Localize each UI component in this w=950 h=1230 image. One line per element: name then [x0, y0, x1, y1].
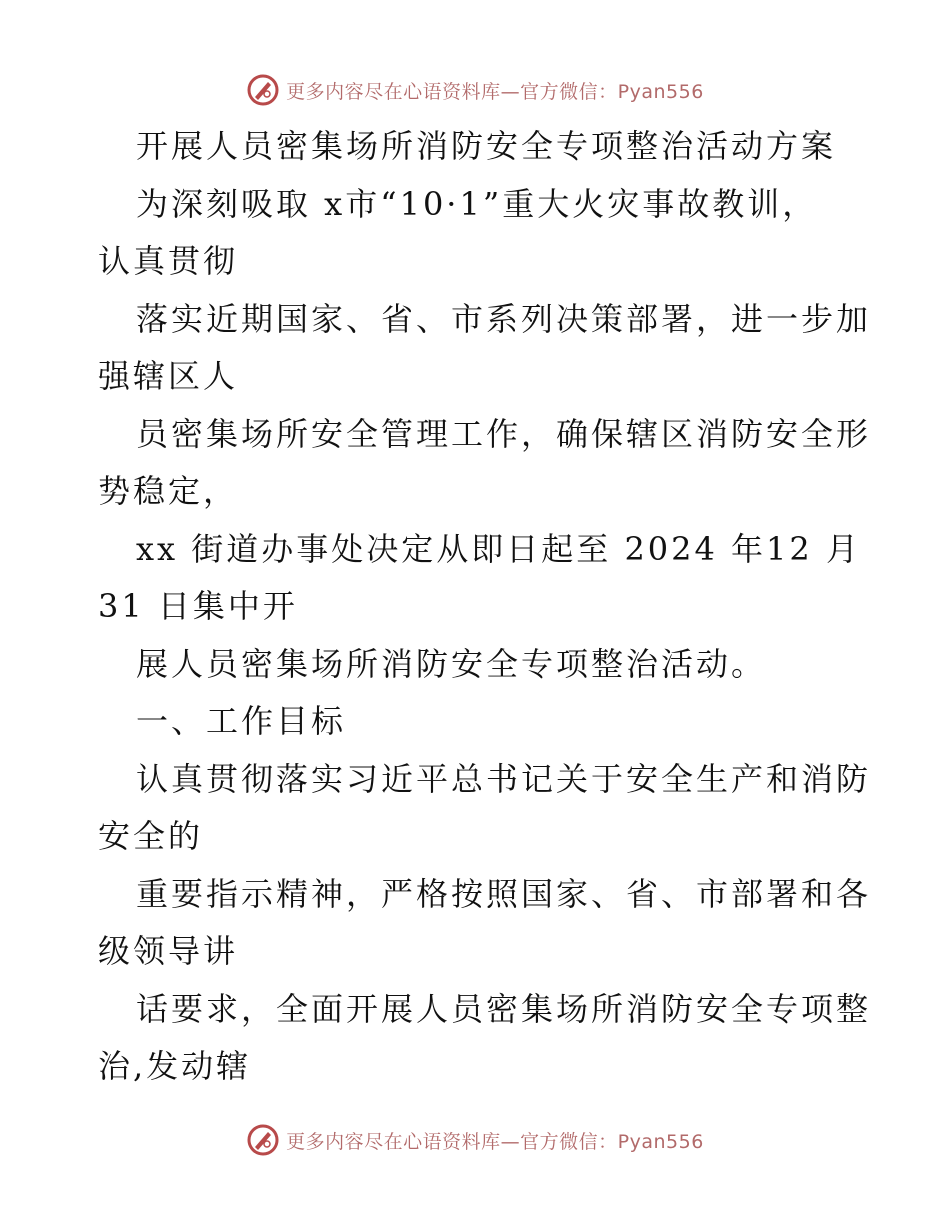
text-line: 落实近期国家、省、市系列决策部署，进一步加: [136, 299, 872, 338]
text-line: 势稳定，: [98, 472, 239, 510]
text-line: 级领导讲: [98, 932, 239, 970]
document-body: [98, 118, 872, 1096]
logo-icon: [246, 1123, 280, 1157]
section-heading: 一、工作目标: [136, 702, 347, 740]
watermark-text: 更多内容尽在心语资料库—官方微信：Pyan556: [286, 1130, 704, 1153]
footer-watermark: [0, 1122, 950, 1158]
doc-title: 开展人员密集场所消防安全专项整治活动方案: [136, 127, 837, 165]
text-line: 治,发动辖: [98, 1047, 252, 1085]
text-line: 重要指示精神，严格按照国家、省、市部署和各: [136, 874, 872, 913]
header-watermark: [0, 72, 950, 108]
text-line: 强辖区人: [98, 357, 239, 395]
text-line: 安全的: [98, 817, 204, 855]
text-line: 员密集场所安全管理工作，确保辖区消防安全形: [136, 414, 872, 453]
text-line: 认真贯彻落实习近平总书记关于安全生产和消防: [136, 759, 872, 798]
text-line: 话要求，全面开展人员密集场所消防安全专项整: [136, 989, 872, 1028]
logo-icon: [246, 73, 280, 107]
watermark-text: 更多内容尽在心语资料库—官方微信：Pyan556: [286, 80, 704, 103]
text-line: 展人员密集场所消防安全专项整治活动。: [136, 644, 767, 683]
text-line: 31 日集中开: [98, 587, 298, 625]
text-line: xx 街道办事处决定从即日起至 2024 年12 月: [136, 529, 861, 568]
text-line: 认真贯彻: [98, 242, 239, 280]
text-line: 为深刻吸取 x市“10·1”重大火灾事故教训，: [136, 184, 818, 223]
